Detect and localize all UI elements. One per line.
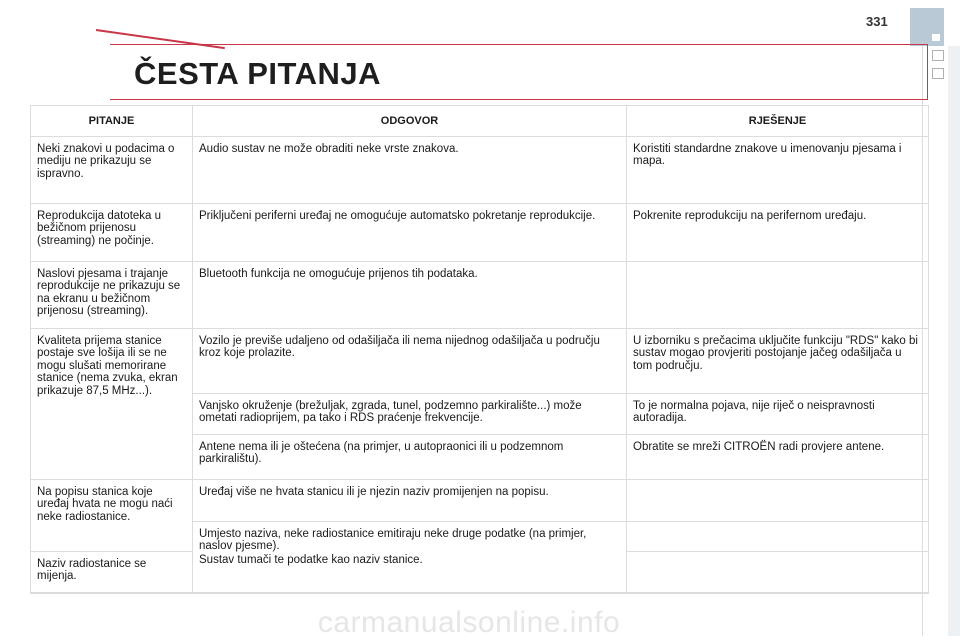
faq-table (30, 105, 929, 594)
solution-cell: Obratite se mreži CITROËN radi provjere antene. (633, 440, 885, 453)
solution-cell (627, 262, 928, 328)
answer-cell: Vanjsko okruženje (brežuljak, zgrada, tunel, podzemno parkiralište...) može ometati radioprijem, pa tako i RDS praćenje frekvencije. (193, 394, 627, 434)
page-number: 331 (866, 14, 888, 29)
solution-cell: To je normalna pojava, nije riječ o neispravnosti autoradija. (633, 399, 875, 424)
table-row (193, 329, 928, 394)
answer-cell: Audio sustav ne može obraditi neke vrste znakova. (193, 137, 627, 203)
page-edge (948, 46, 960, 636)
answer-cell: Bluetooth funkcija ne omogućuje prijenos tih podataka. (193, 262, 627, 328)
table-row (193, 394, 928, 435)
table-row (31, 204, 928, 262)
question-cell: Reprodukcija datoteka u bežičnom prijenosu (streaming) ne počinje. (31, 204, 193, 261)
answer-cell: Antene nema ili je oštećena (na primjer, u autopraonici ili u podzemnom parkiralištu). (193, 435, 627, 479)
column-header: PITANJE (31, 106, 193, 136)
question-cell: Na popisu stanica koje uređaj hvata ne mogu naći neke radiostanice. (31, 480, 192, 552)
page-title: ČESTA PITANJA (134, 56, 382, 91)
side-checkbox (932, 50, 944, 61)
table-row (193, 435, 928, 479)
solution-cell: U izborniku s prečacima uključite funkciju "RDS" kako bi sustav mogao provjeriti postojanje jačeg odašiljača u tom području. (633, 334, 918, 372)
solution-cell: Koristiti standardne znakove u imenovanju pjesama i mapa. (633, 142, 902, 167)
answer-cell: Uređaj više ne hvata stanicu ili je njezin naziv promijenjen na popisu. (193, 480, 626, 522)
corner-tab (910, 8, 944, 46)
question-cell: Neki znakovi u podacima o mediju ne prikazuju se ispravno. (31, 137, 193, 203)
question-cell: Naslovi pjesama i trajanje reprodukcije ne prikazuju se na ekranu u bežičnom prijenosu (streaming). (31, 262, 193, 328)
solution-cell (627, 480, 928, 522)
table-row-group (31, 329, 928, 480)
watermark: carmanualsonline.info (317, 606, 621, 639)
question-cell: Naziv radiostanice se mijenja. (37, 557, 147, 582)
column-header: ODGOVOR (193, 106, 627, 136)
answer-cell: Priključeni periferni uređaj ne omogućuje automatsko pokretanje reprodukcije. (193, 204, 627, 261)
solution-cell: Pokrenite reprodukciju na perifernom uređaju. (633, 209, 867, 222)
solution-cell (627, 522, 928, 552)
answer-cell: Vozilo je previše udaljeno od odašiljača ili nema nijednog odašiljača u području kroz koje prolazite. (193, 329, 627, 393)
table-row (31, 137, 928, 204)
table-row-group (31, 480, 928, 593)
answer-cell: Umjesto naziva, neke radiostanice emitiraju neke druge podatke (na primjer, naslov pjesme). (199, 527, 587, 552)
solution-cell (627, 552, 928, 592)
table-row (31, 262, 928, 329)
table-header (31, 106, 928, 137)
answer-cell: Sustav tumači te podatke kao naziv stanice. (199, 553, 423, 566)
question-cell: Kvaliteta prijema stanice postaje sve lošija ili se ne mogu slušati memorirane stanice (nema zvuka, ekran prikazuje 87,5 MHz...). (31, 329, 193, 479)
column-header: RJEŠENJE (748, 115, 807, 127)
side-checkbox (932, 68, 944, 79)
